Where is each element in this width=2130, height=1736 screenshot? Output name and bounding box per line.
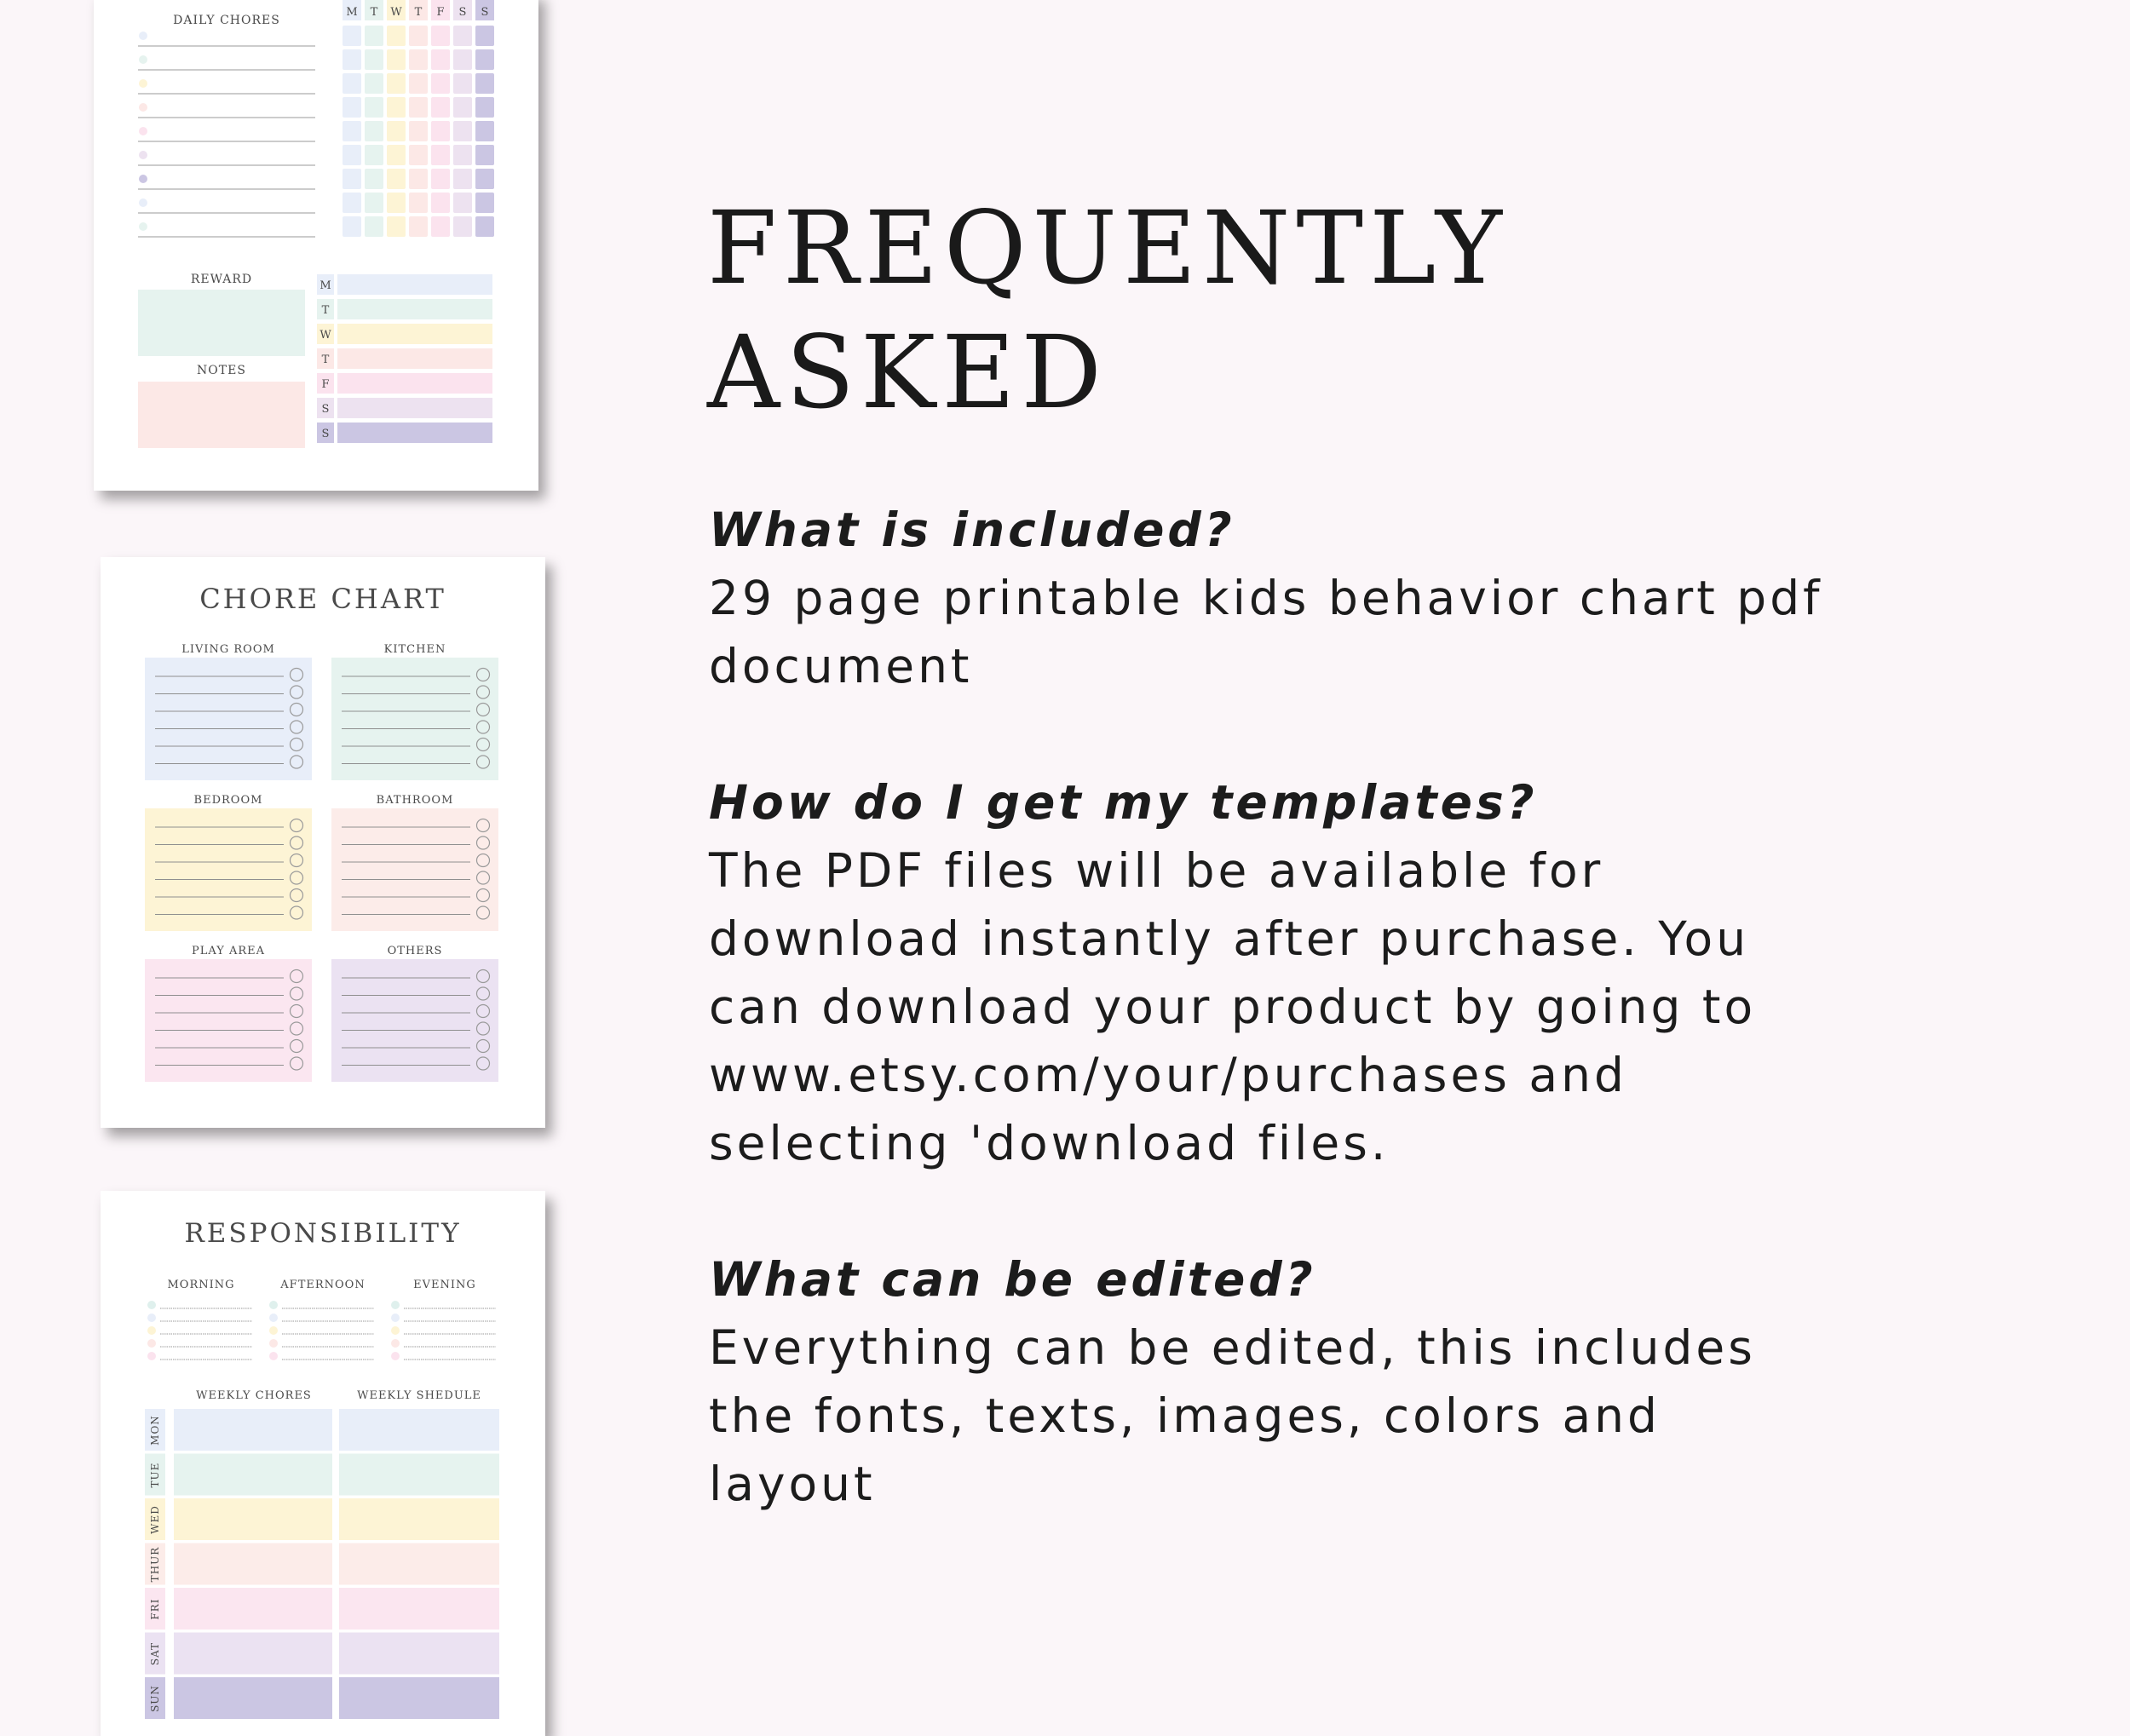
weekly-schedule-cell bbox=[339, 1454, 499, 1496]
weekly-chore-cell bbox=[174, 1498, 332, 1540]
weekday-letter: M bbox=[320, 279, 331, 292]
day-label: WED bbox=[149, 1505, 161, 1534]
tracker-cell bbox=[409, 49, 428, 70]
weekly-schedule-cell bbox=[339, 1677, 499, 1719]
tracker-cell bbox=[431, 73, 450, 94]
time-dot bbox=[391, 1339, 400, 1348]
chore-dot bbox=[139, 222, 147, 231]
daily-chores-page-preview bbox=[94, 0, 538, 491]
tracker-cell bbox=[365, 97, 383, 118]
tracker-cell bbox=[343, 121, 361, 141]
daily-chores-heading: DAILY CHORES bbox=[173, 14, 280, 27]
weekly-schedule-cell bbox=[339, 1409, 499, 1451]
day-label: MON bbox=[149, 1415, 161, 1446]
chore-dot bbox=[139, 127, 147, 135]
weekday-bar bbox=[337, 299, 492, 319]
tracker-cell bbox=[343, 97, 361, 118]
chore-section-label: LIVING ROOM bbox=[181, 643, 275, 656]
weekday-bar bbox=[337, 398, 492, 418]
tracker-cell bbox=[365, 169, 383, 189]
tracker-cell bbox=[475, 145, 494, 165]
time-column-label: EVENING bbox=[413, 1279, 476, 1291]
faq-title-line1: FREQUENTLY bbox=[707, 189, 1508, 307]
time-dot bbox=[269, 1301, 278, 1309]
time-dot bbox=[269, 1352, 278, 1360]
weekly-chore-cell bbox=[174, 1454, 332, 1496]
weekday-letter: S bbox=[321, 403, 330, 416]
tracker-cell bbox=[365, 121, 383, 141]
notes-box bbox=[138, 382, 305, 448]
time-column-label: AFTERNOON bbox=[280, 1279, 366, 1291]
tracker-cell bbox=[365, 216, 383, 237]
tracker-cell bbox=[365, 26, 383, 46]
weekday-letter: T bbox=[321, 354, 330, 366]
day-header-letter: S bbox=[481, 6, 489, 19]
time-dot bbox=[269, 1326, 278, 1335]
time-dot bbox=[391, 1301, 400, 1309]
reward-heading: REWARD bbox=[190, 273, 253, 286]
chore-dot bbox=[139, 198, 147, 207]
tracker-cell bbox=[431, 216, 450, 237]
faq-title bbox=[707, 186, 1508, 434]
weekly-chore-cell bbox=[174, 1677, 332, 1719]
weekly-chore-cell bbox=[174, 1588, 332, 1630]
reward-box bbox=[138, 290, 305, 356]
faq-answer: The PDF files will be available for download instantly after purchase. You can download your product by going to www.etsy.com/your/purchases and selecting 'download files. bbox=[709, 843, 1757, 1170]
weekly-schedule-cell bbox=[339, 1498, 499, 1540]
tracker-cell bbox=[343, 49, 361, 70]
time-dot bbox=[147, 1352, 156, 1360]
tracker-cell bbox=[409, 26, 428, 46]
weekday-letter: T bbox=[321, 304, 330, 317]
faq-answer: 29 page printable kids behavior chart pdf document bbox=[709, 571, 1823, 693]
tracker-cell bbox=[475, 121, 494, 141]
tracker-cell bbox=[387, 145, 406, 165]
time-column-label: MORNING bbox=[167, 1279, 235, 1291]
day-header-letter: S bbox=[458, 6, 467, 19]
chore-chart-sheet bbox=[101, 557, 545, 1128]
tracker-cell bbox=[387, 169, 406, 189]
chore-section-label: KITCHEN bbox=[383, 643, 446, 656]
tracker-cell bbox=[453, 193, 472, 213]
weekly-chores-heading: WEEKLY CHORES bbox=[196, 1389, 312, 1402]
weekday-letter: S bbox=[321, 428, 330, 440]
tracker-cell bbox=[343, 145, 361, 165]
tracker-cell bbox=[453, 121, 472, 141]
tracker-cell bbox=[431, 97, 450, 118]
faq-question: How do I get my templates? bbox=[709, 775, 1538, 830]
tracker-cell bbox=[409, 97, 428, 118]
time-dot bbox=[147, 1313, 156, 1322]
tracker-cell bbox=[453, 73, 472, 94]
tracker-cell bbox=[387, 193, 406, 213]
tracker-cell bbox=[387, 73, 406, 94]
tracker-cell bbox=[453, 97, 472, 118]
weekday-bar bbox=[337, 274, 492, 295]
weekday-bar bbox=[337, 348, 492, 369]
weekday-bar bbox=[337, 373, 492, 394]
chore-dot bbox=[139, 151, 147, 159]
chore-dot bbox=[139, 103, 147, 112]
tracker-cell bbox=[365, 49, 383, 70]
weekly-chore-cell bbox=[174, 1409, 332, 1451]
chore-dot bbox=[139, 175, 147, 183]
tracker-cell bbox=[365, 145, 383, 165]
tracker-cell bbox=[475, 193, 494, 213]
weekly-schedule-cell bbox=[339, 1588, 499, 1630]
chore-section-label: BEDROOM bbox=[193, 794, 263, 807]
time-dot bbox=[147, 1301, 156, 1309]
day-header-letter: F bbox=[436, 6, 445, 19]
day-header-letter: M bbox=[346, 6, 358, 19]
tracker-cell bbox=[453, 145, 472, 165]
chore-section-label: BATHROOM bbox=[376, 794, 454, 807]
tracker-cell bbox=[431, 169, 450, 189]
responsibility-title: RESPONSIBILITY bbox=[184, 1218, 462, 1249]
notes-heading: NOTES bbox=[197, 364, 246, 377]
weekly-schedule-cell bbox=[339, 1543, 499, 1585]
faq-item-edited bbox=[709, 1245, 1970, 1518]
tracker-cell bbox=[453, 216, 472, 237]
chore-section-label: PLAY AREA bbox=[191, 945, 266, 957]
weekly-chore-cell bbox=[174, 1633, 332, 1675]
time-dot bbox=[391, 1326, 400, 1335]
tracker-cell bbox=[365, 193, 383, 213]
faq-item-templates bbox=[709, 768, 1970, 1177]
tracker-cell bbox=[365, 73, 383, 94]
tracker-cell bbox=[431, 193, 450, 213]
day-label: FRI bbox=[149, 1598, 161, 1620]
tracker-cell bbox=[475, 216, 494, 237]
tracker-cell bbox=[343, 73, 361, 94]
tracker-cell bbox=[475, 169, 494, 189]
day-label: SUN bbox=[149, 1685, 161, 1712]
tracker-cell bbox=[409, 169, 428, 189]
tracker-cell bbox=[387, 49, 406, 70]
time-dot bbox=[269, 1339, 278, 1348]
weekday-bar bbox=[337, 324, 492, 344]
weekday-letter: W bbox=[320, 329, 331, 342]
weekly-schedule-cell bbox=[339, 1633, 499, 1675]
tracker-cell bbox=[409, 121, 428, 141]
tracker-cell bbox=[343, 26, 361, 46]
weekday-bar bbox=[337, 423, 492, 443]
day-header-letter: T bbox=[414, 6, 423, 19]
day-label: SAT bbox=[149, 1641, 161, 1666]
tracker-cell bbox=[431, 26, 450, 46]
tracker-cell bbox=[409, 216, 428, 237]
time-dot bbox=[391, 1352, 400, 1360]
tracker-cell bbox=[387, 216, 406, 237]
tracker-cell bbox=[387, 121, 406, 141]
tracker-cell bbox=[343, 193, 361, 213]
chore-chart-title: CHORE CHART bbox=[199, 583, 446, 615]
chore-section-label: OTHERS bbox=[387, 945, 443, 957]
time-dot bbox=[269, 1313, 278, 1322]
chore-dot bbox=[139, 79, 147, 88]
faq-question: What is included? bbox=[709, 503, 1235, 557]
tracker-cell bbox=[453, 169, 472, 189]
tracker-cell bbox=[475, 73, 494, 94]
chore-dot bbox=[139, 55, 147, 64]
time-dot bbox=[147, 1326, 156, 1335]
day-header-letter: W bbox=[390, 6, 402, 19]
tracker-cell bbox=[387, 26, 406, 46]
day-header-letter: T bbox=[370, 6, 378, 19]
tracker-cell bbox=[343, 216, 361, 237]
tracker-cell bbox=[387, 97, 406, 118]
weekday-letter: F bbox=[321, 378, 330, 391]
tracker-cell bbox=[475, 49, 494, 70]
tracker-cell bbox=[453, 26, 472, 46]
faq-title-line2: ASKED bbox=[707, 313, 1108, 431]
faq-question: What can be edited? bbox=[709, 1252, 1316, 1307]
tracker-cell bbox=[453, 49, 472, 70]
chore-dot bbox=[139, 32, 147, 40]
tracker-cell bbox=[409, 145, 428, 165]
responsibility-sheet bbox=[101, 1191, 545, 1736]
tracker-cell bbox=[431, 145, 450, 165]
faq-answer: Everything can be edited, this includes the fonts, texts, images, colors and layout bbox=[709, 1320, 1756, 1511]
tracker-cell bbox=[431, 121, 450, 141]
faq-item-included bbox=[709, 496, 1970, 700]
day-label: THUR bbox=[149, 1546, 161, 1583]
tracker-cell bbox=[475, 26, 494, 46]
responsibility-page-preview bbox=[101, 1191, 545, 1736]
weekly-schedule-heading: WEEKLY SHEDULE bbox=[357, 1389, 481, 1402]
tracker-cell bbox=[475, 97, 494, 118]
daily-chores-sheet bbox=[94, 0, 538, 491]
time-dot bbox=[391, 1313, 400, 1322]
chore-chart-page-preview bbox=[101, 557, 545, 1128]
day-label: TUE bbox=[149, 1462, 161, 1488]
weekly-chore-cell bbox=[174, 1543, 332, 1585]
tracker-cell bbox=[431, 49, 450, 70]
tracker-cell bbox=[409, 73, 428, 94]
tracker-cell bbox=[343, 169, 361, 189]
tracker-cell bbox=[409, 193, 428, 213]
time-dot bbox=[147, 1339, 156, 1348]
